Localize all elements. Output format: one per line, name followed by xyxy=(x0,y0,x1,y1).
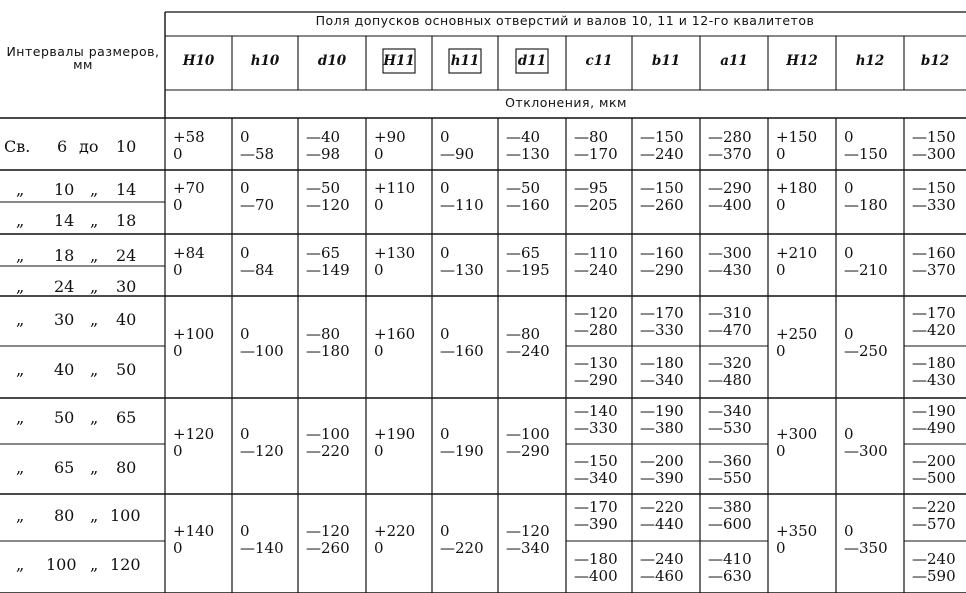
interval-to: 50 xyxy=(116,360,137,379)
cell-value: 0 xyxy=(440,244,450,262)
cell-value: +90 xyxy=(374,128,406,146)
cell-value: —150 xyxy=(640,128,684,146)
cell-value: —195 xyxy=(506,261,550,279)
cell-value: —180 xyxy=(912,354,956,372)
cell-value: —370 xyxy=(912,261,956,279)
cell-value: —530 xyxy=(708,419,752,437)
cell-value: 0 xyxy=(173,539,183,557)
interval-sep: „ xyxy=(90,310,99,329)
cell-value: —130 xyxy=(574,354,618,372)
interval-from: 30 xyxy=(54,310,75,329)
cell-value: —310 xyxy=(708,304,752,322)
subheader: Отклонения, мкм xyxy=(505,95,627,110)
interval-sep: „ xyxy=(90,211,99,230)
cell-value: 0 xyxy=(440,128,450,146)
cell-value: —360 xyxy=(708,452,752,470)
interval-sep: „ xyxy=(90,360,99,379)
cell-value: —84 xyxy=(240,261,275,279)
cell-value: +110 xyxy=(374,179,416,197)
cell-value: 0 xyxy=(240,425,250,443)
cell-value: 0 xyxy=(844,522,854,540)
interval-sep: „ xyxy=(90,408,99,427)
cell-value: —350 xyxy=(844,539,888,557)
cell-value: —160 xyxy=(912,244,956,262)
cell-value: —90 xyxy=(440,145,475,163)
cell-value: —120 xyxy=(506,522,550,540)
cell-value: —260 xyxy=(640,196,684,214)
cell-value: —58 xyxy=(240,145,275,163)
cell-value: —250 xyxy=(844,342,888,360)
cell-value: 0 xyxy=(440,325,450,343)
cell-value: —220 xyxy=(306,442,350,460)
interval-from: 6 xyxy=(57,137,68,156)
cell-value: —490 xyxy=(912,419,956,437)
cell-value: —340 xyxy=(506,539,550,557)
cell-value: —80 xyxy=(506,325,541,343)
interval-sep: до xyxy=(79,137,99,156)
cell-value: —340 xyxy=(708,402,752,420)
interval-sep: „ xyxy=(90,277,99,296)
interval-prefix: „ xyxy=(16,360,25,379)
cell-value: +70 xyxy=(173,179,205,197)
interval-from: 10 xyxy=(54,180,75,199)
interval-from: 24 xyxy=(54,277,75,296)
cell-value: —95 xyxy=(574,179,609,197)
cell-value: —160 xyxy=(440,342,484,360)
cell-value: +220 xyxy=(374,522,416,540)
cell-value: —320 xyxy=(708,354,752,372)
cell-value: —110 xyxy=(574,244,618,262)
column-code-h11: H11 xyxy=(383,53,415,69)
column-code-b12: b12 xyxy=(920,53,950,69)
cell-value: +210 xyxy=(776,244,818,262)
interval-to: 80 xyxy=(116,458,137,477)
cell-value: 0 xyxy=(173,196,183,214)
interval-prefix: „ xyxy=(16,246,25,265)
cell-value: —300 xyxy=(708,244,752,262)
cell-value: —220 xyxy=(640,498,684,516)
cell-value: —220 xyxy=(912,498,956,516)
cell-value: +58 xyxy=(173,128,205,146)
cell-value: —160 xyxy=(640,244,684,262)
cell-value: +140 xyxy=(173,522,215,540)
cell-value: —140 xyxy=(240,539,284,557)
cell-value: —149 xyxy=(306,261,350,279)
cell-value: —400 xyxy=(574,567,618,585)
cell-value: —100 xyxy=(306,425,350,443)
column-code-h10: H10 xyxy=(182,53,215,69)
interval-to: 65 xyxy=(116,408,137,427)
cell-value: —460 xyxy=(640,567,684,585)
cell-value: 0 xyxy=(173,261,183,279)
interval-from: 40 xyxy=(54,360,75,379)
cell-value: —180 xyxy=(640,354,684,372)
cell-value: —430 xyxy=(912,371,956,389)
cell-value: —480 xyxy=(708,371,752,389)
cell-value: —170 xyxy=(640,304,684,322)
cell-value: —180 xyxy=(844,196,888,214)
cell-value: —65 xyxy=(506,244,541,262)
cell-value: —50 xyxy=(306,179,341,197)
cell-value: —140 xyxy=(574,402,618,420)
cell-value: —170 xyxy=(574,498,618,516)
cell-value: 0 xyxy=(374,261,384,279)
cell-value: —65 xyxy=(306,244,341,262)
cell-value: —190 xyxy=(912,402,956,420)
column-code-h12: H12 xyxy=(786,53,818,69)
cell-value: —150 xyxy=(844,145,888,163)
cell-value: 0 xyxy=(240,128,250,146)
cell-value: —40 xyxy=(306,128,341,146)
cell-value: 0 xyxy=(374,145,384,163)
cell-value: —330 xyxy=(574,419,618,437)
cell-value: —340 xyxy=(640,371,684,389)
cell-value: —150 xyxy=(640,179,684,197)
cell-value: —380 xyxy=(640,419,684,437)
cell-value: 0 xyxy=(440,522,450,540)
cell-value: —380 xyxy=(708,498,752,516)
cell-value: —150 xyxy=(912,179,956,197)
cell-value: —290 xyxy=(640,261,684,279)
cell-value: —180 xyxy=(574,550,618,568)
cell-value: —390 xyxy=(640,469,684,487)
cell-value: —240 xyxy=(912,550,956,568)
cell-value: —200 xyxy=(912,452,956,470)
column-code-d11: d11 xyxy=(517,53,547,69)
cell-value: +84 xyxy=(173,244,205,262)
interval-to: 120 xyxy=(110,555,141,574)
cell-value: 0 xyxy=(776,342,786,360)
cell-value: —120 xyxy=(574,304,618,322)
cell-value: —340 xyxy=(574,469,618,487)
cell-value: —150 xyxy=(912,128,956,146)
interval-to: 10 xyxy=(116,137,137,156)
interval-prefix: „ xyxy=(16,408,25,427)
column-code-h11: h11 xyxy=(450,53,480,69)
cell-value: —390 xyxy=(574,515,618,533)
interval-sep: „ xyxy=(90,555,99,574)
cell-value: —70 xyxy=(240,196,275,214)
cell-value: —200 xyxy=(640,452,684,470)
cell-value: —300 xyxy=(844,442,888,460)
cell-value: 0 xyxy=(776,442,786,460)
cell-value: —290 xyxy=(574,371,618,389)
cell-value: +160 xyxy=(374,325,416,343)
cell-value: 0 xyxy=(374,196,384,214)
cell-value: +180 xyxy=(776,179,818,197)
cell-value: +150 xyxy=(776,128,818,146)
cell-value: —150 xyxy=(574,452,618,470)
cell-value: —400 xyxy=(708,196,752,214)
cell-value: —500 xyxy=(912,469,956,487)
interval-from: 14 xyxy=(54,211,75,230)
cell-value: 0 xyxy=(776,261,786,279)
cell-value: 0 xyxy=(374,442,384,460)
cell-value: —420 xyxy=(912,321,956,339)
cell-value: —120 xyxy=(306,196,350,214)
interval-prefix: „ xyxy=(16,506,25,525)
column-code-h10: h10 xyxy=(250,53,280,69)
column-code-c11: c11 xyxy=(585,53,613,69)
interval-to: 24 xyxy=(116,246,137,265)
cell-value: +190 xyxy=(374,425,416,443)
cell-value: —120 xyxy=(306,522,350,540)
cell-value: —330 xyxy=(640,321,684,339)
interval-to: 18 xyxy=(116,211,137,230)
cell-value: —330 xyxy=(912,196,956,214)
cell-value: —110 xyxy=(440,196,484,214)
cell-value: —80 xyxy=(574,128,609,146)
cell-value: 0 xyxy=(844,325,854,343)
interval-prefix: Св. xyxy=(4,137,31,156)
cell-value: 0 xyxy=(776,539,786,557)
cell-value: 0 xyxy=(374,342,384,360)
cell-value: 0 xyxy=(776,196,786,214)
interval-prefix: „ xyxy=(16,180,25,199)
interval-prefix: „ xyxy=(16,277,25,296)
interval-to: 40 xyxy=(116,310,137,329)
cell-value: —240 xyxy=(574,261,618,279)
cell-value: —220 xyxy=(440,539,484,557)
cell-value: 0 xyxy=(374,539,384,557)
cell-value: 0 xyxy=(240,179,250,197)
cell-value: 0 xyxy=(240,244,250,262)
cell-value: —290 xyxy=(708,179,752,197)
interval-prefix: „ xyxy=(16,211,25,230)
interval-to: 100 xyxy=(110,506,141,525)
cell-value: —160 xyxy=(506,196,550,214)
cell-value: —280 xyxy=(708,128,752,146)
cell-value: —240 xyxy=(506,342,550,360)
cell-value: —50 xyxy=(506,179,541,197)
cell-value: —120 xyxy=(240,442,284,460)
cell-value: —240 xyxy=(640,550,684,568)
cell-value: 0 xyxy=(240,325,250,343)
column-code-a11: a11 xyxy=(720,53,748,69)
interval-sep: „ xyxy=(90,506,99,525)
cell-value: 0 xyxy=(776,145,786,163)
cell-value: 0 xyxy=(173,342,183,360)
cell-value: —590 xyxy=(912,567,956,585)
cell-value: 0 xyxy=(844,244,854,262)
cell-value: —290 xyxy=(506,442,550,460)
cell-value: —370 xyxy=(708,145,752,163)
cell-value: —100 xyxy=(240,342,284,360)
cell-value: —600 xyxy=(708,515,752,533)
stub-header: Интервалы размеров, мм xyxy=(6,44,160,72)
interval-from: 65 xyxy=(54,458,75,477)
cell-value: —190 xyxy=(640,402,684,420)
interval-from: 100 xyxy=(46,555,77,574)
cell-value: —410 xyxy=(708,550,752,568)
cell-value: 0 xyxy=(844,128,854,146)
cell-value: —98 xyxy=(306,145,341,163)
cell-value: —430 xyxy=(708,261,752,279)
cell-value: 0 xyxy=(844,425,854,443)
cell-value: 0 xyxy=(844,179,854,197)
cell-value: —570 xyxy=(912,515,956,533)
cell-value: —40 xyxy=(506,128,541,146)
cell-value: —300 xyxy=(912,145,956,163)
cell-value: —100 xyxy=(506,425,550,443)
interval-prefix: „ xyxy=(16,310,25,329)
interval-prefix: „ xyxy=(16,458,25,477)
cell-value: +250 xyxy=(776,325,818,343)
cell-value: —550 xyxy=(708,469,752,487)
cell-value: —80 xyxy=(306,325,341,343)
interval-from: 18 xyxy=(54,246,75,265)
cell-value: 0 xyxy=(440,179,450,197)
cell-value: —130 xyxy=(440,261,484,279)
cell-value: 0 xyxy=(440,425,450,443)
interval-sep: „ xyxy=(90,180,99,199)
cell-value: —210 xyxy=(844,261,888,279)
cell-value: +120 xyxy=(173,425,215,443)
cell-value: —170 xyxy=(912,304,956,322)
interval-from: 80 xyxy=(54,506,75,525)
interval-to: 30 xyxy=(116,277,137,296)
cell-value: +300 xyxy=(776,425,818,443)
cell-value: —260 xyxy=(306,539,350,557)
column-code-b11: b11 xyxy=(651,53,681,69)
interval-from: 50 xyxy=(54,408,75,427)
cell-value: +130 xyxy=(374,244,416,262)
cell-value: —190 xyxy=(440,442,484,460)
column-code-h12: h12 xyxy=(855,53,885,69)
interval-sep: „ xyxy=(90,458,99,477)
cell-value: —130 xyxy=(506,145,550,163)
cell-value: —180 xyxy=(306,342,350,360)
cell-value: 0 xyxy=(173,442,183,460)
cell-value: —280 xyxy=(574,321,618,339)
cell-value: 0 xyxy=(173,145,183,163)
cell-value: —440 xyxy=(640,515,684,533)
interval-prefix: „ xyxy=(16,555,25,574)
cell-value: —630 xyxy=(708,567,752,585)
cell-value: 0 xyxy=(240,522,250,540)
group-header: Поля допусков основных отверстий и валов 10, 11 и 12-го квалитетов xyxy=(315,13,815,28)
cell-value: —470 xyxy=(708,321,752,339)
cell-value: +350 xyxy=(776,522,818,540)
cell-value: —205 xyxy=(574,196,618,214)
interval-to: 14 xyxy=(116,180,137,199)
column-code-d10: d10 xyxy=(317,53,347,69)
cell-value: —240 xyxy=(640,145,684,163)
interval-sep: „ xyxy=(90,246,99,265)
cell-value: —170 xyxy=(574,145,618,163)
cell-value: +100 xyxy=(173,325,215,343)
